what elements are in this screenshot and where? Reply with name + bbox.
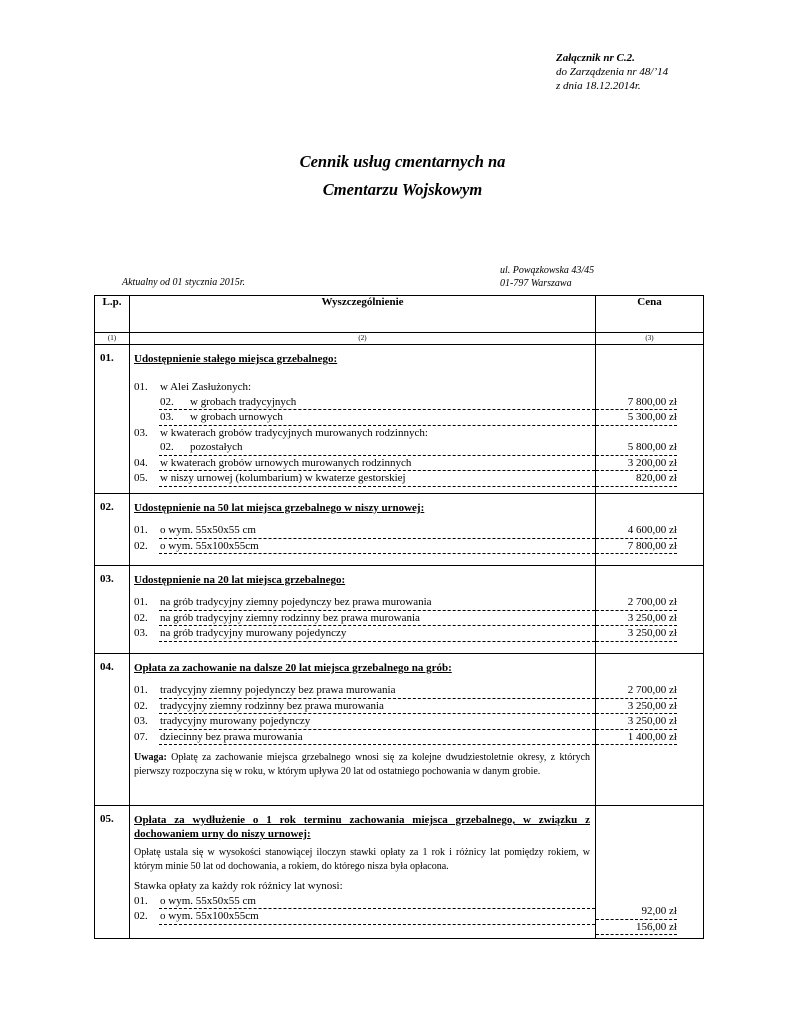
address-city: 01-797 Warszawa: [500, 278, 572, 289]
item-number: 02.: [134, 539, 148, 552]
section-description: [130, 345, 596, 494]
price-value: 156,00 zł: [596, 920, 677, 936]
item-text: tradycyjny murowany pojedynczy: [160, 715, 311, 727]
list-item: [134, 683, 595, 699]
item-text: w Alei Zasłużonych:: [160, 381, 252, 393]
item-text: o wym. 55x100x55cm: [160, 910, 259, 922]
address: [500, 264, 594, 290]
item-number: 01.: [134, 381, 148, 393]
header-description: Wyszczególnienie: [130, 296, 596, 333]
section-title: Udostępnienie na 50 lat miejsca grzebalnego w niszy urnowej:: [134, 502, 425, 514]
item-text: pozostałych: [190, 441, 243, 453]
document-title: [0, 148, 791, 204]
item-text: w kwaterach grobów urnowych murowanych rodzinnych: [160, 456, 412, 469]
price-value: 92,00 zł: [596, 904, 677, 920]
list-item: [130, 426, 595, 441]
section-description: [130, 494, 596, 566]
list-item: [134, 456, 595, 472]
item-text: o wym. 55x50x55 cm: [160, 894, 256, 907]
section-description: [130, 566, 596, 654]
price-empty: [596, 426, 703, 441]
item-number: 07.: [134, 730, 148, 743]
price-value: 5 800,00 zł: [596, 440, 677, 456]
item-text: na grób tradycyjny ziemny pojedynczy bez prawa murowania: [160, 596, 432, 608]
list-item: [134, 626, 595, 642]
table-header-row: [95, 296, 704, 333]
list-item: [134, 714, 595, 730]
note: [130, 751, 595, 778]
section-prices: [596, 345, 704, 494]
section-row: [95, 494, 704, 566]
item-number: 01.: [134, 596, 148, 608]
item-number: 02.: [134, 611, 148, 624]
item-text: w niszy urnowej (kolumbarium) w kwaterze gestorskiej: [160, 472, 406, 484]
title-line-2: Cmentarzu Wojskowym: [322, 180, 483, 199]
list-item: [134, 595, 595, 611]
section-lp: 01.: [95, 345, 130, 494]
section-row: [95, 806, 704, 939]
list-item: [134, 539, 595, 555]
section-lp: 02.: [95, 494, 130, 566]
list-item: [159, 395, 595, 411]
note-text: Opłatę za zachowanie miejsca grzebalnego wnosi się za kolejne dwudziestoletnie okresy, z których pierwszy rozpoczyna się w roku, w którym upływa 20 lat od ostatniego pochowania w danym grobie.: [134, 752, 591, 777]
subtitle-text: Stawka opłaty za każdy rok różnicy lat wynosi:: [134, 880, 343, 892]
item-number: 02.: [160, 441, 174, 453]
price-empty: [596, 380, 703, 395]
section-description: [130, 806, 596, 939]
item-number: 03.: [160, 411, 174, 423]
header-lp: L.p.: [95, 296, 130, 333]
annex-date: z dnia 18.12.2014r.: [556, 80, 641, 92]
annex-reference: [556, 51, 668, 93]
list-item: [134, 894, 595, 910]
item-text: w kwaterach grobów tradycyjnych murowanych rodzinnych:: [160, 426, 428, 439]
price-value: 820,00 zł: [596, 471, 677, 487]
colnum-1: (1): [95, 333, 130, 345]
item-number: 01.: [134, 684, 148, 696]
item-number: 02.: [160, 395, 174, 408]
item-number: 01.: [134, 894, 148, 907]
price-table: [94, 295, 704, 939]
list-item: [134, 699, 595, 715]
section-title: Opłata za zachowanie na dalsze 20 lat miejsca grzebalnego na grób:: [134, 662, 452, 674]
section-prices: [596, 494, 704, 566]
price-value: 4 600,00 zł: [596, 523, 677, 539]
section-row: [95, 566, 704, 654]
list-item: [159, 440, 595, 456]
section-title: Udostępnienie stałego miejsca grzebalnego:: [134, 353, 338, 365]
list-item: [159, 410, 595, 426]
price-value: 1 400,00 zł: [596, 730, 677, 746]
price-value: 7 800,00 zł: [596, 539, 677, 555]
item-text: w grobach urnowych: [190, 411, 283, 423]
price-value: 2 700,00 zł: [596, 683, 677, 699]
item-text: dziecinny bez prawa murowania: [160, 730, 303, 743]
item-number: 03.: [134, 627, 148, 639]
colnum-3: (3): [596, 333, 704, 345]
section-title: Udostępnienie na 20 lat miejsca grzebalnego:: [134, 574, 346, 586]
item-number: 02.: [134, 699, 148, 712]
rate-subtitle: [130, 879, 595, 894]
list-item: [134, 611, 595, 627]
price-value: 7 800,00 zł: [596, 395, 677, 411]
item-text: o wym. 55x50x55 cm: [160, 524, 256, 536]
list-item: [134, 523, 595, 539]
address-street: ul. Powązkowska 43/45: [500, 265, 595, 276]
annex-number: Załącznik nr C.2.: [556, 52, 635, 64]
item-text: w grobach tradycyjnych: [190, 395, 297, 408]
section-title: Opłata za wydłużenie o 1 rok terminu zachowania miejsca grzebalnego, w związku z dochowaniem urny do niszy urnowej:: [134, 814, 590, 840]
item-text: o wym. 55x100x55cm: [160, 539, 259, 552]
item-text: na grób tradycyjny ziemny rodzinny bez prawa murowania: [160, 611, 420, 624]
section-lp: 05.: [95, 806, 130, 939]
item-text: na grób tradycyjny murowany pojedynczy: [160, 627, 347, 639]
item-text: tradycyjny ziemny rodzinny bez prawa murowania: [160, 699, 384, 712]
list-item: [134, 471, 595, 487]
list-item: [130, 380, 595, 395]
price-value: 3 250,00 zł: [596, 714, 677, 730]
item-number: 05.: [134, 472, 148, 484]
title-line-1: Cennik usług cmentarnych na: [299, 152, 506, 171]
price-value: 3 250,00 zł: [596, 626, 677, 642]
section-prices: [596, 654, 704, 806]
price-value: 5 300,00 zł: [596, 410, 677, 426]
list-item: [134, 909, 595, 925]
item-number: 03.: [134, 426, 148, 439]
column-number-row: [95, 333, 704, 345]
item-number: 01.: [134, 524, 148, 536]
price-value: 2 700,00 zł: [596, 595, 677, 611]
section-lp: 04.: [95, 654, 130, 806]
valid-from: Aktualny od 01 stycznia 2015r.: [122, 277, 246, 288]
section-row: [95, 345, 704, 494]
colnum-2: (2): [130, 333, 596, 345]
item-number: 02.: [134, 910, 148, 922]
price-value: 3 200,00 zł: [596, 456, 677, 472]
item-number: 03.: [134, 715, 148, 727]
section-prices: [596, 806, 704, 939]
section-prices: [596, 566, 704, 654]
item-text: tradycyjny ziemny pojedynczy bez prawa murowania: [160, 684, 396, 696]
price-value: 3 250,00 zł: [596, 611, 677, 627]
note-text: Opłatę ustala się w wysokości stanowiącej iloczyn stawki opłaty za 1 rok i różnicy lat pomiędzy rokiem, w którym minie 50 lat od dochowania, a rokiem, do którego nisza była opłacona.: [134, 847, 590, 872]
list-item: [134, 730, 595, 746]
section-description: [130, 654, 596, 806]
note-label: Uwaga:: [134, 752, 167, 763]
header-price: Cena: [596, 296, 704, 333]
section-lp: 03.: [95, 566, 130, 654]
section-row: [95, 654, 704, 806]
annex-decree: do Zarządzenia nr 48/’14: [556, 66, 669, 78]
item-number: 04.: [134, 456, 148, 469]
price-value: 3 250,00 zł: [596, 699, 677, 715]
